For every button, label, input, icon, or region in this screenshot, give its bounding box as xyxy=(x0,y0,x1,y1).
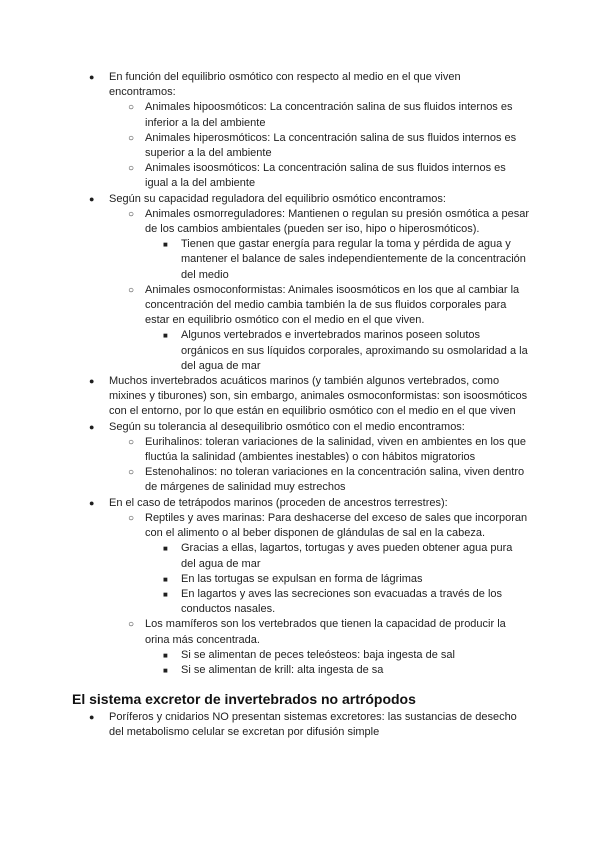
bullet-square-icon: ■ xyxy=(163,240,168,250)
list-item-text: Poríferos y cnidarios NO presentan sistemas excretores: las sustancias de desecho del metabolismo celular se excretan por difusión simple xyxy=(109,711,517,739)
list-item xyxy=(0,663,600,678)
list-item-text: Animales hiperosmóticos: La concentración salina de sus fluidos internos es superior a la del ambiente xyxy=(145,131,517,160)
bullet-square-icon: ■ xyxy=(163,544,168,554)
list-item xyxy=(0,587,600,617)
list-item-text: Animales isoosmóticos: La concentración salina de sus fluidos internos es igual a la del ambiente xyxy=(145,162,506,190)
list-item xyxy=(0,617,600,647)
list-item xyxy=(0,648,600,663)
bullet-circle-icon: ○ xyxy=(128,102,135,114)
list-item xyxy=(0,435,600,465)
list-item xyxy=(0,192,600,207)
bullet-disc-icon: ● xyxy=(89,193,95,204)
list-item-text: En las tortugas se expulsan en forma de lágrimas xyxy=(181,572,423,585)
list-item-text: Gracias a ellas, lagartos, tortugas y aves pueden obtener agua pura del agua de mar xyxy=(181,542,513,570)
list-item-text: En el caso de tetrápodos marinos (proceden de ancestros terrestres): xyxy=(109,496,448,509)
list-item-text: En lagartos y aves las secreciones son evacuadas a través de los conductos nasales. xyxy=(181,587,503,616)
list-item-text: Animales osmoconformistas: Animales isoosmóticos en los que al cambiar la concentración del medio cambia también la de sus fluidos corporales para estar en equilibrio osmótico con el medio en el que viven. xyxy=(145,283,520,327)
bullet-square-icon: ■ xyxy=(163,574,168,584)
bullet-circle-icon: ○ xyxy=(128,512,135,524)
list-item-text: Animales osmorreguladores: Mantienen o regulan su presión osmótica a pesar de los cambios ambientales (pueden ser iso, hipo o hiperosmóticos). xyxy=(145,207,529,236)
list-item-text: Estenohalinos: no toleran variaciones en la concentración salina, viven dentro de márgenes de salinidad muy estrechos xyxy=(145,466,525,494)
list-item xyxy=(0,70,600,100)
bullet-square-icon: ■ xyxy=(163,331,168,341)
list-item-text: Los mamíferos son los vertebrados que tienen la capacidad de producir la orina más concentrada. xyxy=(145,618,506,646)
list-item xyxy=(0,710,600,740)
list-item-text: Si se alimentan de peces teleósteos: baja ingesta de sal xyxy=(181,648,455,661)
bullet-disc-icon: ● xyxy=(89,376,95,387)
list-item-text: En función del equilibrio osmótico con respecto al medio en el que viven encontramos: xyxy=(109,71,461,99)
bullet-circle-icon: ○ xyxy=(128,284,135,296)
bullet-square-icon: ■ xyxy=(163,650,168,660)
list-item-text: Si se alimentan de krill: alta ingesta de sa xyxy=(181,663,384,676)
bullet-square-icon: ■ xyxy=(163,665,168,675)
bullet-disc-icon: ● xyxy=(89,712,95,723)
list-item xyxy=(0,541,600,571)
list-item-text: Algunos vertebrados e invertebrados marinos poseen solutos orgánicos en sus líquidos corporales, aproximando su osmolaridad a la del agua de mar xyxy=(181,329,528,372)
list-item xyxy=(0,131,600,161)
bullet-circle-icon: ○ xyxy=(128,132,135,144)
list-item-text: Según su tolerancia al desequilibrio osmótico con el medio encontramos: xyxy=(109,420,465,433)
section-heading: El sistema excretor de invertebrados no artrópodos xyxy=(72,691,416,708)
list-item xyxy=(0,420,600,435)
list-item-text: Tienen que gastar energía para regular la toma y pérdida de agua y mantener el balance de sales independientemente de la concentración del medio xyxy=(181,238,526,281)
list-item xyxy=(0,237,600,283)
list-item xyxy=(0,161,600,191)
list-item-text: Según su capacidad reguladora del equilibrio osmótico encontramos: xyxy=(109,192,446,205)
list-item-text: Eurihalinos: toleran variaciones de la salinidad, viven en ambientes en los que fluctúa la salinidad (ambientes inestables) o con hábitos migratorios xyxy=(145,435,526,464)
list-item xyxy=(0,100,600,130)
document-content xyxy=(0,70,600,741)
list-item xyxy=(0,328,600,374)
list-item xyxy=(0,374,600,420)
list-item xyxy=(0,496,600,511)
bullet-circle-icon: ○ xyxy=(128,467,135,479)
list-item xyxy=(0,511,600,541)
bullet-circle-icon: ○ xyxy=(128,619,135,631)
list-item xyxy=(0,283,600,329)
bullet-circle-icon: ○ xyxy=(128,163,135,175)
bullet-disc-icon: ● xyxy=(89,72,95,82)
list-item xyxy=(0,207,600,237)
bullet-square-icon: ■ xyxy=(163,589,168,599)
list-item-text: Muchos invertebrados acuáticos marinos (y también algunos vertebrados, como mixines y tiburones) son, sin embargo, animales osmoconformistas: son isoosmóticos con el entorno, por lo que están en equilibrio osmótico con el medio en el que viven xyxy=(109,375,528,418)
bullet-disc-icon: ● xyxy=(89,497,95,508)
bullet-circle-icon: ○ xyxy=(128,436,135,448)
list-item-text: Animales hipoosmóticos: La concentración salina de sus fluidos internos es inferior a la del ambiente xyxy=(145,101,513,129)
list-item xyxy=(0,572,600,587)
bullet-circle-icon: ○ xyxy=(128,208,135,220)
list-item-text: Reptiles y aves marinas: Para deshacerse del exceso de sales que incorporan con el alimento o al beber disponen de glándulas de sal en la cabeza. xyxy=(145,511,528,540)
list-item xyxy=(0,465,600,495)
bullet-disc-icon: ● xyxy=(89,421,95,432)
